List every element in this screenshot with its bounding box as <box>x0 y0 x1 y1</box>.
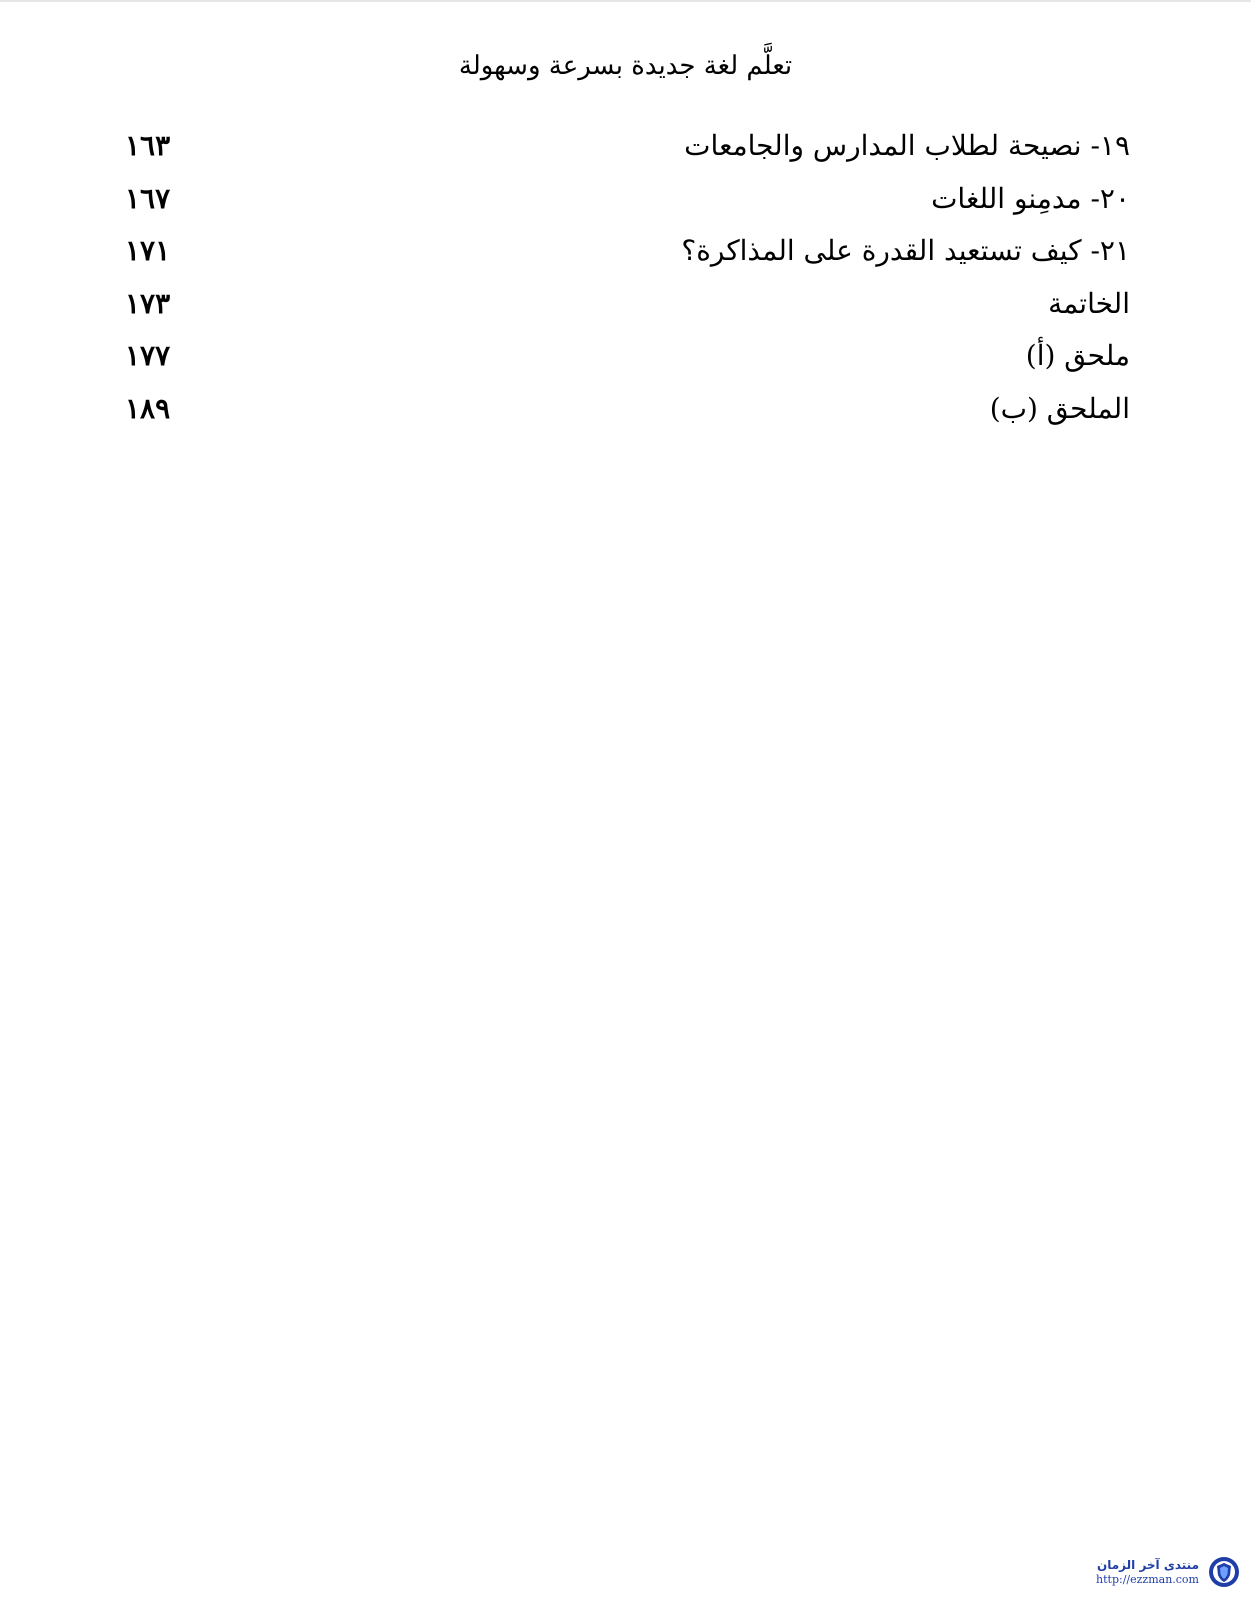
toc-entry-page: ١٦٣ <box>125 129 171 163</box>
toc-entry-page: ١٨٩ <box>125 391 171 425</box>
watermark-title: منتدى آخر الزمان <box>1097 1558 1199 1572</box>
toc-entry <box>125 120 1130 173</box>
toc-entry-page: ١٧٣ <box>125 286 171 320</box>
toc-entry <box>125 225 1130 278</box>
watermark-text <box>1096 1557 1199 1587</box>
toc-entry <box>125 278 1130 331</box>
toc-entry-title: ١٩- نصيحة لطلاب المدارس والجامعات <box>684 129 1130 163</box>
toc-entry-title: ملحق (أ) <box>1025 339 1130 373</box>
table-of-contents <box>125 120 1130 435</box>
toc-entry-page: ١٧١ <box>125 234 171 268</box>
toc-entry-page: ١٧٧ <box>125 339 171 373</box>
watermark-url: http://ezzman.com <box>1096 1573 1199 1586</box>
toc-entry-title: ٢١- كيف تستعيد القدرة على المذاكرة؟ <box>681 234 1130 268</box>
running-header: تعلَّم لغة جديدة بسرعة وسهولة <box>458 51 793 81</box>
toc-entry-title: ٢٠- مدمِنو اللغات <box>931 181 1130 215</box>
forum-watermark <box>1096 1555 1241 1589</box>
toc-entry <box>125 173 1130 226</box>
shield-logo-icon <box>1207 1555 1241 1589</box>
toc-entry <box>125 383 1130 436</box>
top-rule <box>0 0 1251 2</box>
toc-entry-page: ١٦٧ <box>125 181 171 215</box>
toc-entry-title: الملحق (ب) <box>989 391 1130 425</box>
toc-entry-title: الخاتمة <box>1048 286 1130 320</box>
toc-entry <box>125 330 1130 383</box>
